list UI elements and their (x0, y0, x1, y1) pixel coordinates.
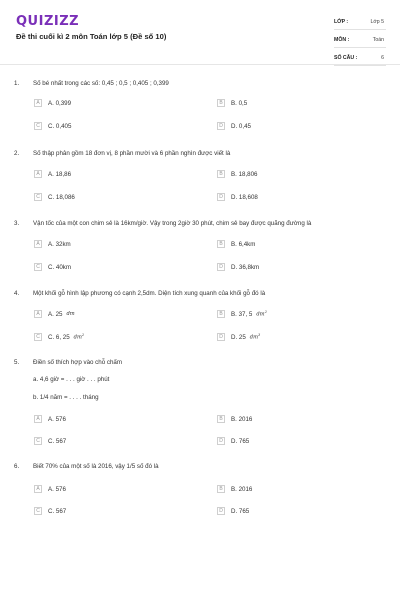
option-unit: $dm^3$ (249, 333, 261, 341)
meta-label: SỐ CÂU : (334, 55, 358, 61)
meta-value: Lớp 5 (370, 19, 384, 25)
option-letter-box: C (34, 193, 42, 201)
option-b[interactable] (217, 310, 267, 318)
option-letter-box: B (217, 485, 225, 493)
question-number: 5. (14, 359, 20, 366)
option-letter-box: C (34, 507, 42, 515)
option-letter-box: A (34, 170, 42, 178)
option-a[interactable] (34, 310, 75, 318)
option-letter-box: A (34, 99, 42, 107)
option-text: B. 0,5 (231, 99, 248, 107)
option-d[interactable] (217, 507, 249, 515)
question-number: 6. (14, 463, 20, 470)
option-text: B. 37, 5 (231, 310, 253, 318)
question-number: 1. (14, 80, 20, 87)
option-text: C. 40km (48, 263, 72, 271)
option-letter-box: A (34, 240, 42, 248)
option-letter-box: D (217, 193, 225, 201)
option-letter-box: B (217, 170, 225, 178)
question-number: 3. (14, 220, 20, 227)
question-number: 4. (14, 290, 20, 297)
option-text: A. 576 (48, 485, 66, 493)
option-text: C. 567 (48, 437, 67, 445)
option-d[interactable] (217, 122, 251, 130)
option-text: D. 18,608 (231, 193, 258, 201)
option-letter-box: D (217, 437, 225, 445)
option-text: C. 567 (48, 507, 67, 515)
question-text: Biết 70% của một số là 2016, vậy 1/5 số đó là (33, 463, 159, 470)
option-text: A. 18,86 (48, 170, 72, 178)
question-text: Vận tốc của một con chim sẻ là 16km/giờ. Vậy trong 2giờ 30 phút, chim sẻ bay được quãng đường là (33, 220, 312, 227)
option-text: A. 25 (48, 310, 63, 318)
option-a[interactable] (34, 485, 66, 493)
option-letter-box: B (217, 415, 225, 423)
option-c[interactable] (34, 122, 71, 130)
meta-value: Toán (372, 37, 384, 43)
question-number: 2. (14, 150, 20, 157)
meta-row-class (334, 15, 386, 30)
option-a[interactable] (34, 99, 71, 107)
option-letter-box: C (34, 263, 42, 271)
question-text: Số bé nhất trong các số: 0,45 ; 0,5 ; 0,405 ; 0,399 (33, 80, 169, 87)
question-text: Một khối gỗ hình lập phương có cạnh 2,5dm. Diện tích xung quanh của khối gỗ đó là (33, 290, 266, 297)
option-unit: dm (66, 311, 75, 317)
option-letter-box: D (217, 333, 225, 341)
sub-question-b: b. 1/4 năm = . . . . tháng (33, 394, 99, 401)
option-text: B. 18,806 (231, 170, 258, 178)
option-c[interactable] (34, 333, 84, 341)
option-letter-box: A (34, 485, 42, 493)
option-b[interactable] (217, 170, 258, 178)
option-unit: $dm^2$ (73, 333, 85, 341)
option-letter-box: B (217, 310, 225, 318)
option-letter-box: B (217, 240, 225, 248)
option-text: B. 2016 (231, 485, 253, 493)
option-text: C. 0,405 (48, 122, 72, 130)
option-b[interactable] (217, 240, 255, 248)
sub-question-a: a. 4,6 giờ = . . . giờ . . . phút (33, 376, 110, 383)
option-text: A. 32km (48, 240, 71, 248)
option-text: C. 6, 25 (48, 333, 70, 341)
quizizz-logo: QUIZIZZ (16, 14, 80, 29)
option-b[interactable] (217, 485, 252, 493)
option-text: A. 576 (48, 415, 66, 423)
meta-row-subject (334, 33, 386, 48)
question-text: Số thập phân gồm 18 đơn vị, 8 phần mười và 6 phần nghìn được viết là (33, 150, 231, 157)
option-letter-box: B (217, 99, 225, 107)
option-letter-box: C (34, 437, 42, 445)
option-d[interactable] (217, 437, 249, 445)
option-b[interactable] (217, 99, 247, 107)
option-a[interactable] (34, 170, 71, 178)
option-letter-box: D (217, 263, 225, 271)
option-text: D. 765 (231, 437, 250, 445)
option-text: B. 6,4km (231, 240, 256, 248)
meta-label: MÔN : (334, 37, 350, 43)
option-letter-box: C (34, 122, 42, 130)
option-a[interactable] (34, 240, 71, 248)
option-letter-box: D (217, 507, 225, 515)
option-b[interactable] (217, 415, 252, 423)
option-d[interactable] (217, 193, 258, 201)
option-text: C. 18,086 (48, 193, 75, 201)
question-text: Điền số thích hợp vào chỗ chấm (33, 359, 123, 366)
page-title: Đề thi cuối kì 2 môn Toán lớp 5 (Đề số 10) (16, 32, 167, 41)
option-text: B. 2016 (231, 415, 253, 423)
meta-panel (334, 15, 386, 69)
option-text: D. 36,8km (231, 263, 260, 271)
option-letter-box: A (34, 415, 42, 423)
option-d[interactable] (217, 263, 259, 271)
option-c[interactable] (34, 263, 71, 271)
option-text: A. 0,399 (48, 99, 72, 107)
option-letter-box: C (34, 333, 42, 341)
option-letter-box: D (217, 122, 225, 130)
option-text: D. 765 (231, 507, 250, 515)
option-d[interactable] (217, 333, 260, 341)
option-unit: $dm^2$ (256, 310, 267, 318)
header-divider (0, 64, 400, 65)
option-letter-box: A (34, 310, 42, 318)
meta-label: LỚP : (334, 19, 349, 25)
option-a[interactable] (34, 415, 66, 423)
option-text: D. 0,45 (231, 122, 251, 130)
option-c[interactable] (34, 193, 75, 201)
option-c[interactable] (34, 437, 66, 445)
option-text: D. 25 (231, 333, 246, 341)
meta-value: 6 (381, 55, 384, 61)
option-c[interactable] (34, 507, 66, 515)
